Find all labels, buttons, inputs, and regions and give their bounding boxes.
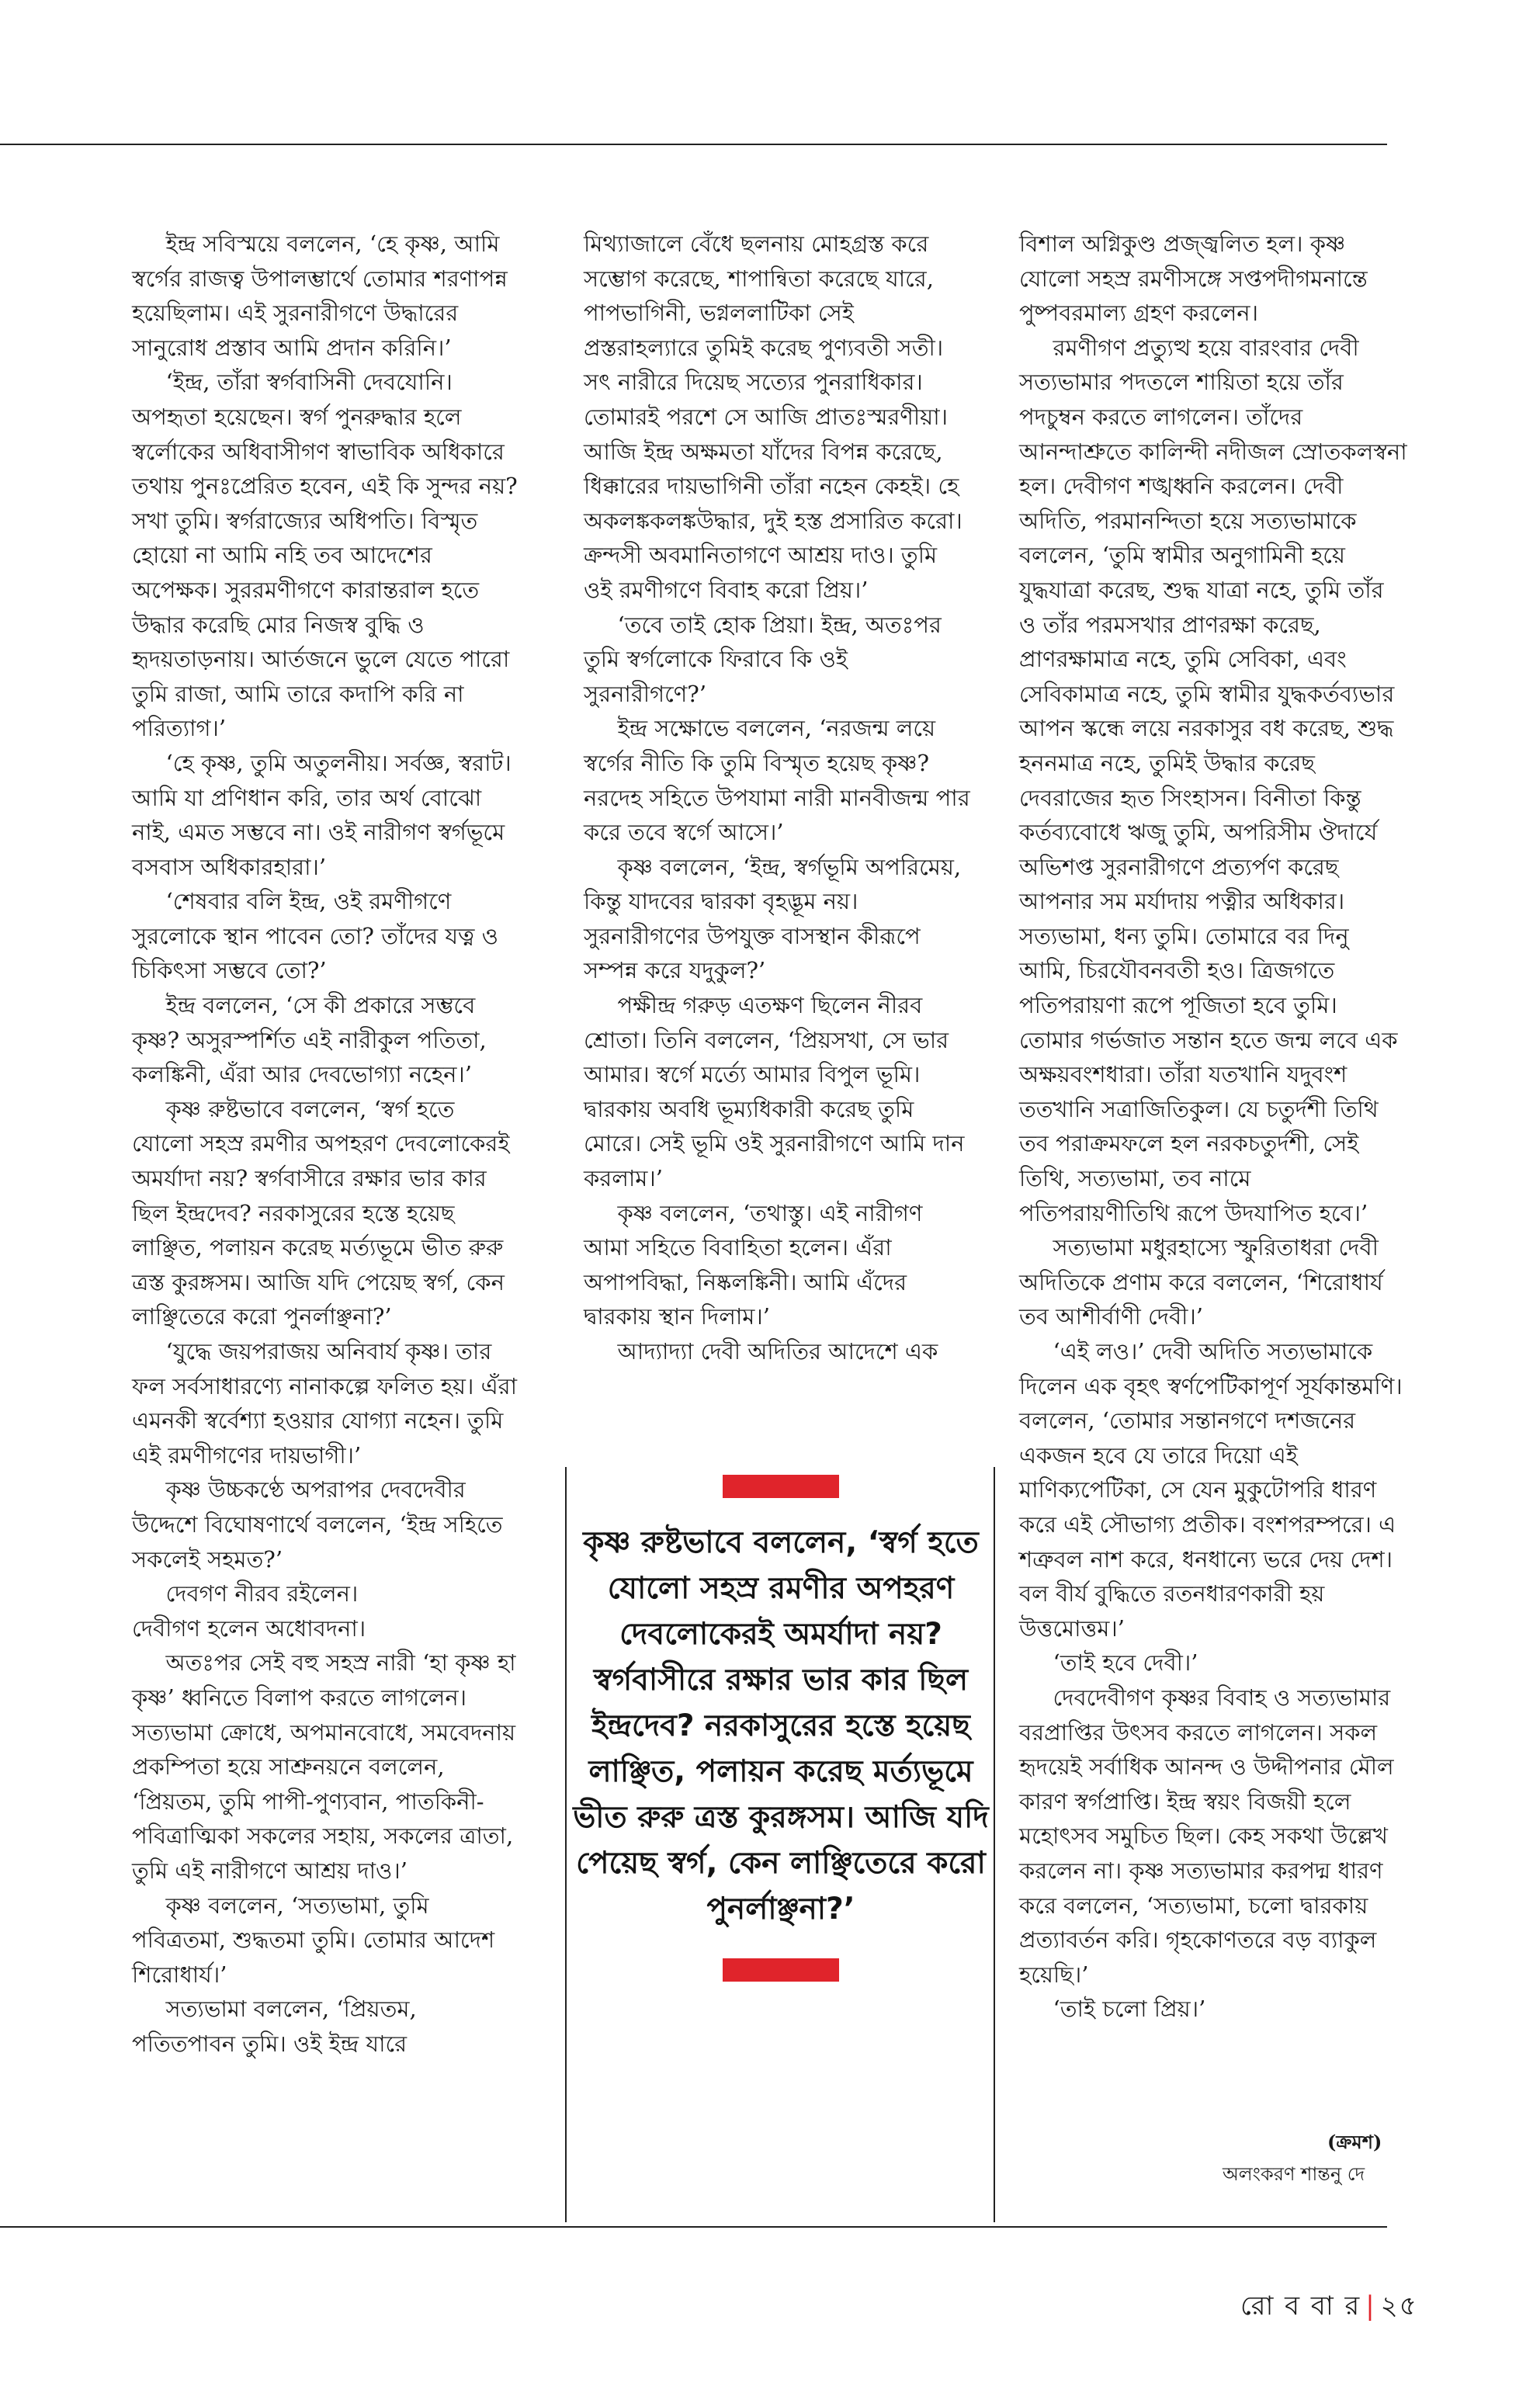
paragraph: পক্ষীন্দ্র গরুড় এতক্ষণ ছিলেন নীরব শ্রোতা। তিনি বললেন, ‘প্রিয়সখা, সে ভার আমার। স্বর্গে মর্ত্যে আমার বিপুল ভূমি। দ্বারকায় অবধি ভূম্যধিকারী করেছ তুমি মোরে। সেই ভূমি ওই সুরনারীগণে আমি দান করলাম।’ [584, 992, 965, 1192]
paragraph: সত্যভামা বললেন, ‘প্রিয়তম, পতিতপাবন তুমি। ওই ইন্দ্র যারে [132, 1996, 417, 2057]
paragraph: কৃষ্ণ বললেন, ‘ইন্দ্র, স্বর্গভূমি অপরিমেয়, কিন্তু যাদবের দ্বারকা বৃহদ্ভূম নয়। সুরনারীগণের উপযুক্ত বাসস্থান কীরূপে সম্পন্ন করে যদুকুল?’ [584, 853, 962, 984]
column-divider-left [565, 1467, 567, 2222]
footer-separator: | [1365, 2291, 1376, 2322]
column-divider-right [994, 1467, 995, 2222]
paragraph: কৃষ্ণ উচ্চকণ্ঠে অপরাপর দেবদেবীর উদ্দেশে বিঘোষণার্থে বললেন, ‘ইন্দ্র সহিতে সকলেই সহমত?’ [132, 1476, 503, 1573]
paragraph: দেবগণ নীরব রইলেন। [165, 1580, 359, 1607]
article-column-1 [132, 227, 520, 2061]
paragraph: অতঃপর সেই বহু সহস্র নারী ‘হা কৃষ্ণ হা কৃষ্ণ’ ধ্বনিতে বিলাপ করতে লাগলেন। সত্যভামা ক্রোধে, অপমানবোধে, সমবেদনায় প্রকম্পিতা হয়ে সাশ্রুনয়নে বললেন, ‘প্রিয়তম, তুমি পাপী-পুণ্যবান, পাতকিনী-পবিত্রাত্মিকা সকলের সহায়, সকলের ত্রাতা, তুমি এই নারীগণে আশ্রয় দাও।’ [132, 1649, 516, 1884]
paragraph: ‘তাই চলো প্রিয়।’ [1053, 1996, 1206, 2023]
paragraph: আদ্যাদ্যা দেবী অদিতির আদেশে এক [617, 1338, 938, 1365]
article-column-3 [1019, 227, 1407, 2027]
pull-quote-bottom-bar [723, 1958, 839, 1982]
bottom-rule [0, 2226, 1387, 2228]
paragraph: সত্যভামা মধুরহাস্যে স্ফুরিতাধরা দেবী অদিতিকে প্রণাম করে বললেন, ‘শিরোধার্য তব আশীর্বাণী দেবী।’ [1019, 1234, 1383, 1330]
paragraph: ইন্দ্র সবিস্ময়ে বললেন, ‘হে কৃষ্ণ, আমি স্বর্গের রাজত্ব উপালম্ভার্থে তোমার শরণাপন্ন হয়েছিলাম। এই সুরনারীগণে উদ্ধারের সানুরোধ প্রস্তাব আমি প্রদান করিনি।’ [132, 231, 508, 361]
magazine-name: রো ব বা র [1240, 2291, 1361, 2322]
pull-quote-top-bar [723, 1475, 839, 1498]
article-column-2 [584, 227, 972, 1369]
paragraph: দেবদেবীগণ কৃষ্ণর বিবাহ ও সত্যভামার বরপ্রাপ্তির উৎসব করতে লাগলেন। সকল হৃদয়েই সর্বাধিক আনন্দ ও উদ্দীপনার মৌল কারণ স্বর্গপ্রাপ্তি। ইন্দ্র স্বয়ং বিজয়ী হলে মহোৎসব সমুচিত ছিল। কেহ সকথা উল্লেখ করলেন না। কৃষ্ণ সত্যভামার করপদ্ম ধারণ করে বললেন, ‘সত্যভামা, চলো দ্বারকায় প্রত্যাবর্তন করি। গৃহকোণতরে বড় ব্যাকুল হয়েছি।’ [1019, 1684, 1394, 1988]
page-footer [1240, 2286, 1418, 2330]
paragraph: রমণীগণ প্রত্যুত্থ হয়ে বারংবার দেবী সত্যভামার পদতলে শায়িতা হয়ে তাঁর পদচুম্বন করতে লাগলেন। তাঁদের আনন্দাশ্রুতে কালিন্দী নদীজল স্রোতকলস্বনা হল। দেবীগণ শঙ্খধ্বনি করলেন। দেবী অদিতি, পরমানন্দিতা হয়ে সত্যভামাকে বললেন, ‘তুমি স্বামীর অনুগামিনী হয়ে যুদ্ধযাত্রা করেছ, শুদ্ধ যাত্রা নহে, তুমি তাঁর ও তাঁর পরমসখার প্রাণরক্ষা করেছ, প্রাণরক্ষামাত্র নহে, তুমি সেবিকা, এবং সেবিকামাত্র নহে, তুমি স্বামীর যুদ্ধকর্তব্যভার আপন স্কন্ধে লয়ে নরকাসুর বধ করেছ, শুদ্ধ হননমাত্র নহে, তুমিই উদ্ধার করেছ দেবরাজের হৃত সিংহাসন। বিনীতা কিন্তু কর্তব্যবোধে ঋজু তুমি, অপরিসীম ঔদার্যে অভিশপ্ত সুরনারীগণে প্রত্যর্পণ করেছ আপনার সম মর্যাদায় পত্নীর অধিকার। সত্যভামা, ধন্য তুমি। তোমারে বর দিনু আমি, চিরযৌবনবতী হও। ত্রিজগতে পতিপরায়ণা রূপে পূজিতা হবে তুমি। তোমার গর্ভজাত সন্তান হতে জন্ম লবে এক অক্ষয়বংশধারা। তাঁরা যতখানি যদুবংশ ততখানি সত্রাজিতিকুল। যে চতুর্দশী তিথি তব পরাক্রমফলে হল নরকচতুর্দশী, সেই তিথি, সত্যভামা, তব নামে পতিপরায়ণীতিথি রূপে উদযাপিত হবে।’ [1019, 334, 1407, 1226]
paragraph: কৃষ্ণ বললেন, ‘সত্যভামা, তুমি পবিত্রতমা, শুদ্ধতমা তুমি। তোমার আদেশ শিরোধার্য।’ [132, 1892, 495, 1988]
paragraph: ‘শেষবার বলি ইন্দ্র, ওই রমণীগণে সুরলোকে স্থান পাবেন তো? তাঁদের যত্ন ও চিকিৎসা সম্ভবে তো?’ [132, 888, 498, 984]
paragraph: ‘তাই হবে দেবী।’ [1053, 1649, 1198, 1677]
paragraph: ‘যুদ্ধে জয়পরাজয় অনিবার্য কৃষ্ণ। তার ফল সর্বসাধারণ্যে নানাকল্পে ফলিত হয়। এঁরা এমনকী স্বর্বেশ্যা হওয়ার যোগ্যা নহেন। তুমি এই রমণীগণের দায়ভাগী।’ [132, 1338, 518, 1469]
paragraph: কৃষ্ণ রুষ্টভাবে বললেন, ‘স্বর্গ হতে যোলো সহস্র রমণীর অপহরণ দেবলোকেরই অমর্যাদা নয়? স্বর্গবাসীরে রক্ষার ভার কার ছিল ইন্দ্রদেব? নরকাসুরের হস্তে হয়েছ লাঞ্ছিত, পলায়ন করেছ মর্ত্যভূমে ভীত রুরু ত্রস্ত কুরঙ্গসম। আজি যদি পেয়েছ স্বর্গ, কেন লাঞ্ছিতেরে করো পুনর্লাঞ্ছনা?’ [132, 1095, 510, 1330]
paragraph: ইন্দ্র সক্ষোভে বললেন, ‘নরজন্ম লয়ে স্বর্গের নীতি কি তুমি বিস্মৃত হয়েছ কৃষ্ণ? নরদেহ সহিতে উপযামা নারী মানবীজন্ম পার করে তবে স্বর্গে আসে।’ [584, 715, 970, 846]
paragraph: ‘ইন্দ্র, তাঁরা স্বর্গবাসিনী দেবযোনি। অপহৃতা হয়েছেন। স্বর্গ পুনরুদ্ধার হলে স্বর্লোকের অধিবাসীগণ স্বাভাবিক অধিকারে তথায় পুনঃপ্রেরিত হবেন, এই কি সুন্দর নয়? সখা তুমি। স্বর্গরাজ্যের অধিপতি। বিস্মৃত হোয়ো না আমি নহি তব আদেশের অপেক্ষক। সুররমণীগণে কারান্তরাল হতে উদ্ধার করেছি মোর নিজস্ব বুদ্ধি ও হৃদয়তাড়নায়। আর্তজনে ভুলে যেতে পারো তুমি রাজা, আমি তারে কদাপি করি না পরিত্যাগ।’ [132, 369, 518, 742]
page-number: ২৫ [1380, 2291, 1418, 2322]
to-be-continued: (ক্রমশ) [1327, 2131, 1382, 2153]
paragraph: কৃষ্ণ বললেন, ‘তথাস্তু। এই নারীগণ আমা সহিতে বিবাহিতা হলেন। এঁরা অপাপবিদ্ধা, নিষ্কলঙ্কিনী। আমি এঁদের দ্বারকায় স্থান দিলাম।’ [584, 1199, 923, 1330]
pull-quote-text: কৃষ্ণ রুষ্টভাবে বললেন, ‘স্বর্গ হতে যোলো সহস্র রমণীর অপহরণ দেবলোকেরই অমর্যাদা নয়? স্বর্গবাসীরে রক্ষার ভার কার ছিল ইন্দ্রদেব? নরকাসুরের হস্তে হয়েছ লাঞ্ছিত, পলায়ন করেছ মর্ত্যভূমে ভীত রুরু ত্রস্ত কুরঙ্গসম। আজি যদি পেয়েছ স্বর্গ, কেন লাঞ্ছিতেরে করো পুনর্লাঞ্ছনা?’ [573, 1525, 989, 1927]
illustration-credit: অলংকরণ শান্তনু দে [1223, 2163, 1365, 2185]
paragraph: মিথ্যাজালে বেঁধে ছলনায় মোহগ্রস্ত করে সম্ভোগ করেছে, শাপান্বিতা করেছে যারে, পাপভাগিনী, ভগ্নললাটিকা সেই প্রস্তরাহল্যারে তুমিই করেছ পুণ্যবতী সতী। সৎ নারীরে দিয়েছ সত্যের পুনরাধিকার। তোমারই পরশে সে আজি প্রাতঃস্মরণীয়া। আজি ইন্দ্র অক্ষমতা যাঁদের বিপন্ন করেছে, ধিক্কারের দায়ভাগিনী তাঁরা নহেন কেহই। হে অকলঙ্ককলঙ্কউদ্ধার, দুই হস্ত প্রসারিত করো। ক্রন্দসী অবমানিতাগণে আশ্রয় দাও। তুমি ওই রমণীগণে বিবাহ করো প্রিয়।’ [584, 231, 962, 603]
pull-quote [571, 1475, 991, 1982]
paragraph: বিশাল অগ্নিকুণ্ড প্রজ্জ্বলিত হল। কৃষ্ণ যোলো সহস্র রমণীসঙ্গে সপ্তপদীগমনান্তে পুষ্পবরমাল্য গ্রহণ করলেন। [1019, 231, 1368, 327]
top-rule [0, 144, 1387, 145]
paragraph: দেবীগণ হলেন অধোবদনা। [132, 1614, 366, 1642]
paragraph: ‘হে কৃষ্ণ, তুমি অতুলনীয়। সর্বজ্ঞ, স্বরাট। আমি যা প্রণিধান করি, তার অর্থ বোঝো নাই, এমত সম্ভবে না। ওই নারীগণ স্বর্গভূমে বসবাস অধিকারহারা।’ [132, 749, 512, 880]
paragraph: ‘তবে তাই হোক প্রিয়া। ইন্দ্র, অতঃপর তুমি স্বর্গলোকে ফিরাবে কি ওই সুরনারীগণে?’ [584, 611, 942, 707]
paragraph: ইন্দ্র বললেন, ‘সে কী প্রকারে সম্ভবে কৃষ্ণ? অসুরস্পর্শিত এই নারীকুল পতিতা, কলঙ্কিনী, এঁরা আর দেবভোগ্যা নহেন।’ [132, 992, 487, 1088]
paragraph: ‘এই লও।’ দেবী অদিতি সত্যভামাকে দিলেন এক বৃহৎ স্বর্ণপেটিকাপূর্ণ সূর্যকান্তমণি। বললেন, ‘তোমার সন্তানগণে দশজনের একজন হবে যে তারে দিয়ো এই মাণিক্যপেটিকা, সে যেন মুকুটোপরি ধারণ করে এই সৌভাগ্য প্রতীক। বংশপরম্পরে। এ শত্রুবল নাশ করে, ধনধান্যে ভরে দেয় দেশ। বল বীর্য বুদ্ধিতে রতনধারণকারী হয় উত্তমোত্তম।’ [1019, 1338, 1403, 1642]
